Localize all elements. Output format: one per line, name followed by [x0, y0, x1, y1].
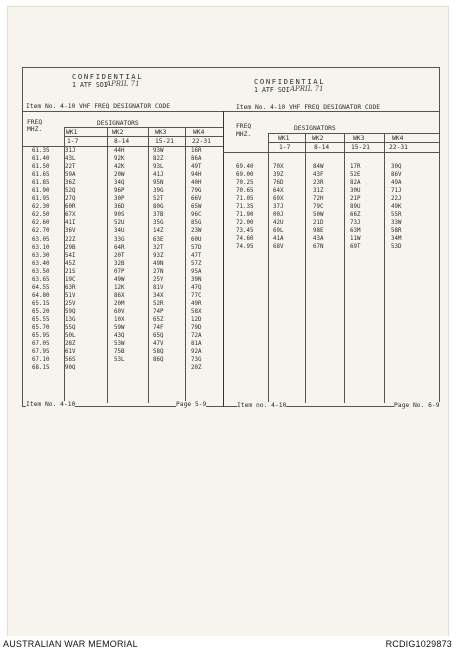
- left-freq-cell: 67.10: [32, 357, 50, 364]
- left-wk4-cell: 72A: [191, 333, 202, 340]
- left-wk2-cell: 34U: [114, 228, 125, 235]
- left-wk3-cell: 14Z: [153, 228, 164, 235]
- right-freq-label: FREQ: [236, 123, 252, 130]
- right-freq-cell: 71.90: [236, 212, 254, 219]
- right-wk2-cell: 98E: [313, 228, 324, 235]
- left-wk2-cell: 92K: [114, 156, 125, 163]
- left-wk1-cell: 59A: [65, 172, 76, 179]
- left-wk3-cell: 93W: [153, 148, 164, 154]
- left-freq-cell: 63.30: [32, 252, 50, 259]
- right-wk3-cell: 89U: [350, 204, 361, 211]
- left-wk4-cell: 39N: [191, 276, 202, 283]
- left-freq-cell: 62.50: [32, 212, 50, 219]
- left-col-sep-3: [148, 127, 149, 403]
- left-freq-cell: 63.65: [32, 276, 50, 283]
- right-col-sep-1: [268, 133, 269, 403]
- right-wk3-cell: 11W: [350, 236, 361, 243]
- right-mhz-label: MHZ.: [236, 131, 252, 138]
- right-wk4: WK4: [392, 135, 404, 142]
- left-freq-cell: 63.50: [32, 268, 50, 275]
- right-freq-cell: 74.60: [236, 236, 254, 243]
- left-wk3-cell: 27N: [153, 268, 164, 275]
- right-wk3-cell: 21P: [350, 196, 361, 203]
- left-classification: CONFIDENTIAL: [72, 72, 144, 81]
- right-wk1: WK1: [278, 135, 290, 142]
- left-range4: 22-31: [192, 138, 211, 145]
- left-wk3-cell: 25Y: [153, 276, 164, 283]
- left-wk3-cell: 63E: [153, 236, 164, 243]
- left-wk1-cell: 22T: [65, 164, 76, 171]
- left-mhz-label: MHZ.: [27, 126, 43, 133]
- left-wk4: WK4: [193, 129, 205, 136]
- right-wk1-cell: 76D: [273, 180, 284, 187]
- left-wk2-cell: 30P: [114, 196, 125, 203]
- left-wk3-cell: 82Z: [153, 156, 164, 163]
- left-wk1-cell: 36V: [65, 228, 76, 235]
- right-freq-cell: 71.35: [236, 204, 254, 211]
- top-border: [22, 67, 440, 68]
- left-wk4-cell: 79D: [191, 325, 202, 332]
- left-wk2-cell: 59W: [114, 325, 125, 332]
- right-wk4-cell: 55R: [391, 212, 402, 219]
- left-freq-cell: 61.35: [32, 148, 50, 154]
- left-wk2-cell: 52U: [114, 220, 125, 227]
- right-freq-cell: 69.00: [236, 172, 254, 179]
- right-wk4-cell: 86V: [391, 172, 402, 179]
- left-wk4-cell: 81A: [191, 341, 202, 348]
- archive-reference: RCDIG1029873: [385, 639, 452, 649]
- right-wk2-cell: 50W: [313, 212, 324, 219]
- left-freq-cell: 61.95: [32, 196, 50, 203]
- left-wk2-cell: 53L: [114, 357, 125, 364]
- left-wk3-cell: 32T: [153, 244, 164, 251]
- left-wk2: WK2: [112, 129, 124, 136]
- left-wk3-cell: 81V: [153, 284, 164, 291]
- left-week-rule: [64, 136, 223, 137]
- left-wk2-cell: 43Q: [114, 333, 125, 340]
- left-wk2-cell: 20M: [114, 300, 125, 307]
- left-wk4-cell: 85G: [191, 220, 202, 227]
- archive-footer: [0, 636, 456, 654]
- left-wk3-cell: 35G: [153, 220, 164, 227]
- left-freq-cell: 62.30: [32, 204, 50, 211]
- left-wk4-cell: 57D: [191, 244, 202, 251]
- left-wk2-cell: 33G: [114, 236, 125, 243]
- right-freq-cell: 71.05: [236, 196, 254, 203]
- left-wk2-cell: 10X: [114, 316, 125, 323]
- left-wk2-cell: 07P: [114, 268, 125, 275]
- right-wk1-cell: 42U: [273, 220, 284, 227]
- right-col-sep-3: [344, 133, 345, 403]
- right-range2: 8-14: [314, 144, 330, 151]
- left-wk1-cell: 28Z: [65, 341, 76, 348]
- left-freq-cell: 62.60: [32, 220, 50, 227]
- right-wk1-cell: 69X: [273, 196, 284, 203]
- right-designators-label: DESIGNATORS: [294, 125, 336, 132]
- left-wk1-cell: 61V: [65, 349, 76, 356]
- left-wk1-cell: 36Z: [65, 180, 76, 187]
- right-wk1-cell: 64X: [273, 188, 284, 195]
- left-wk2-cell: 36D: [114, 204, 125, 211]
- left-wk1-cell: 22Z: [65, 236, 76, 243]
- right-freq-cell: 72.00: [236, 220, 254, 227]
- left-wk2-cell: 86X: [114, 292, 125, 299]
- right-wk3-cell: 73J: [350, 220, 361, 227]
- left-wk1-cell: 60R: [65, 204, 76, 211]
- left-wk4-cell: 16R: [191, 148, 202, 154]
- right-col-sep-4: [384, 133, 385, 403]
- right-wk2-cell: 23R: [313, 180, 324, 187]
- left-freq-cell: 61.40: [32, 156, 50, 163]
- left-wk3-cell: 52T: [153, 196, 164, 203]
- left-wk4-cell: 23W: [191, 228, 202, 235]
- right-border: [439, 67, 440, 407]
- right-wk1-cell: 68V: [273, 244, 284, 251]
- right-wk4-cell: 49K: [391, 204, 402, 211]
- right-wk4-cell: 58R: [391, 228, 402, 235]
- left-designator-rule: [64, 127, 223, 128]
- left-wk2-cell: 75B: [114, 349, 125, 356]
- left-wk3-cell: 41J: [153, 172, 164, 179]
- left-freq-cell: 67.05: [32, 341, 50, 348]
- left-wk3-cell: 74F: [153, 325, 164, 332]
- left-wk4-cell: 66V: [191, 196, 202, 203]
- left-wk4-cell: 86A: [191, 156, 202, 163]
- left-freq-cell: 61.50: [32, 164, 50, 171]
- left-wk2-cell: 20W: [114, 172, 125, 179]
- right-wk3-cell: 66Z: [350, 212, 361, 219]
- left-border: [22, 67, 23, 407]
- right-classification: CONFIDENTIAL: [254, 77, 326, 86]
- right-wk2-cell: 43A: [313, 236, 324, 243]
- left-range1: 1-7: [67, 138, 79, 145]
- left-freq-cell: 61.90: [32, 188, 50, 195]
- right-wk4-column: [391, 163, 401, 252]
- left-wk2-cell: 32B: [114, 260, 125, 267]
- right-wk2: WK2: [312, 135, 324, 142]
- left-wk2-cell: 12K: [114, 284, 125, 291]
- right-handwritten-date: APRIL 71: [290, 85, 324, 93]
- right-wk1-cell: 70X: [273, 164, 284, 170]
- left-wk3-cell: 52R: [153, 300, 164, 307]
- right-range4: 22-31: [389, 144, 408, 151]
- right-week-rule: [268, 142, 440, 143]
- left-freq-cell: 67.95: [32, 349, 50, 356]
- right-footer-page: Page No. 6-9: [394, 402, 440, 409]
- left-wk4-cell: 49R: [191, 300, 202, 307]
- right-wk2-cell: 21D: [313, 220, 324, 227]
- left-wk4-cell: 77C: [191, 292, 202, 299]
- left-wk4-cell: 47T: [191, 252, 202, 259]
- right-wk2-column: [313, 163, 323, 252]
- right-wk2-cell: 67N: [313, 244, 324, 251]
- left-wk4-cell: 60U: [191, 236, 202, 243]
- right-wk4-cell: 34M: [391, 236, 402, 243]
- left-wk1-cell: 19C: [65, 276, 76, 283]
- left-wk2-cell: 60V: [114, 308, 125, 315]
- right-wk3: WK3: [353, 135, 365, 142]
- left-wk4-column: [191, 147, 201, 372]
- left-freq-cell: 65.95: [32, 333, 50, 340]
- right-wk2-cell: 79C: [313, 204, 324, 211]
- left-range3: 15-21: [155, 138, 174, 145]
- right-freq-cell: 73.45: [236, 228, 254, 235]
- right-range1: 1-7: [279, 144, 291, 151]
- right-soi-ref: 1 ATF SOI: [254, 86, 290, 94]
- right-wk4-cell: 71J: [391, 188, 402, 195]
- left-wk3-cell: 34X: [153, 292, 164, 299]
- right-wk4-cell: 53D: [391, 244, 402, 251]
- left-designators-label: DESIGNATORS: [97, 120, 139, 127]
- left-wk2-cell: 64R: [114, 244, 125, 251]
- right-freq-cell: 69.40: [236, 164, 254, 170]
- left-wk2-cell: [114, 364, 124, 372]
- left-wk4-cell: 94H: [191, 172, 202, 179]
- left-wk3-cell: [153, 364, 163, 372]
- left-wk1-cell: 67X: [65, 212, 76, 219]
- left-freq-cell: 64.55: [32, 284, 50, 291]
- right-wk3-cell: 30U: [350, 188, 361, 195]
- left-wk2-cell: 96P: [114, 188, 125, 195]
- left-wk1-cell: 54I: [65, 252, 76, 259]
- left-wk3-cell: 65Z: [153, 316, 164, 323]
- left-wk3-cell: 80G: [153, 204, 164, 211]
- right-wk2-cell: 31Z: [313, 188, 324, 195]
- left-col-sep-2: [107, 127, 108, 403]
- right-wk1-cell: 39Z: [273, 172, 284, 179]
- right-wk2-cell: 43F: [313, 172, 324, 179]
- left-wk2-cell: 34Q: [114, 180, 125, 187]
- right-wk3-cell: 17R: [350, 164, 361, 170]
- left-wk4-cell: 49T: [191, 164, 202, 171]
- left-wk3-cell: 93L: [153, 164, 164, 171]
- left-freq-cell: 65.15: [32, 300, 50, 307]
- left-wk1-cell: 63R: [65, 284, 76, 291]
- title-rule: [22, 111, 440, 112]
- left-wk2-cell: 53W: [114, 341, 125, 348]
- left-wk1-cell: 41I: [65, 220, 76, 227]
- left-range2: 8-14: [114, 138, 130, 145]
- left-wk4-cell: 12D: [191, 316, 202, 323]
- left-wk2-cell: 20T: [114, 252, 125, 259]
- right-wk3-cell: 82A: [350, 180, 361, 187]
- left-wk1-cell: 52Q: [65, 188, 76, 195]
- right-wk2-cell: 84W: [313, 164, 324, 170]
- right-wk4-cell: 33W: [391, 220, 402, 227]
- left-wk1-cell: 25V: [65, 300, 76, 307]
- left-wk1-cell: 90Q: [65, 365, 76, 372]
- left-wk4-cell: 57Z: [191, 260, 202, 267]
- archive-caption: AUSTRALIAN WAR MEMORIAL: [3, 639, 138, 649]
- left-freq-column: [32, 147, 49, 372]
- left-wk1-cell: 27Q: [65, 196, 76, 203]
- right-freq-column: [236, 163, 253, 252]
- right-designator-rule: [268, 133, 440, 134]
- right-header-rule: [223, 152, 440, 153]
- left-freq-cell: 68.15: [32, 365, 50, 372]
- left-soi-ref: 1 ATF SOI: [72, 81, 108, 89]
- left-freq-cell: 63.40: [32, 260, 50, 267]
- right-freq-cell: 70.25: [236, 180, 254, 187]
- left-wk3-column: [153, 147, 163, 372]
- left-wk3: WK3: [155, 129, 167, 136]
- left-freq-cell: 64.80: [32, 292, 50, 299]
- left-wk1: WK1: [66, 129, 78, 136]
- left-wk1-cell: 21S: [65, 268, 76, 275]
- left-wk4-cell: 47Q: [191, 284, 202, 291]
- right-wk2-cell: 72H: [313, 196, 324, 203]
- right-wk3-column: [350, 163, 360, 252]
- right-wk1-cell: 37J: [273, 204, 284, 211]
- right-wk1-cell: 00J: [273, 212, 284, 219]
- right-footer-item: Item no. 4-10: [237, 402, 287, 409]
- bottom-border: [22, 406, 440, 407]
- left-wk4-cell: 40H: [191, 180, 202, 187]
- left-wk1-cell: 29B: [65, 244, 76, 251]
- left-wk3-cell: 74P: [153, 308, 164, 315]
- right-wk3-cell: 63M: [350, 228, 361, 235]
- left-wk1-cell: 51V: [65, 292, 76, 299]
- left-wk3-cell: 93Z: [153, 252, 164, 259]
- left-wk2-cell: 44H: [114, 148, 125, 154]
- left-wk2-cell: 49W: [114, 276, 125, 283]
- left-wk3-cell: 65Q: [153, 333, 164, 340]
- left-freq-cell: 62.70: [32, 228, 50, 235]
- left-wk1-cell: 55Q: [65, 325, 76, 332]
- right-freq-cell: 70.65: [236, 188, 254, 195]
- right-wk4-cell: 30Q: [391, 164, 402, 170]
- left-wk4-cell: 79G: [191, 188, 202, 195]
- right-col-sep-2: [305, 133, 306, 403]
- right-item-title: Item No. 4-10 VHF FREQ DESIGNATOR CODE: [236, 104, 381, 111]
- right-wk1-column: [273, 163, 283, 252]
- right-freq-cell: 74.95: [236, 244, 254, 251]
- left-wk2-cell: 90S: [114, 212, 125, 219]
- left-wk1-cell: 43L: [65, 156, 76, 163]
- left-wk1-cell: 59Q: [65, 308, 76, 315]
- left-wk1-cell: 45Z: [65, 260, 76, 267]
- left-freq-cell: 61.85: [32, 180, 50, 187]
- left-footer-item: Item No. 4-10: [26, 401, 76, 408]
- left-freq-cell: 65.20: [32, 308, 50, 315]
- left-footer-page: Page 5-9: [176, 401, 207, 408]
- left-wk3-cell: 49N: [153, 260, 164, 267]
- left-wk2-cell: 42K: [114, 164, 125, 171]
- left-wk1-cell: 13G: [65, 316, 76, 323]
- left-wk1-column: [65, 147, 75, 372]
- left-wk4-cell: 73G: [191, 357, 202, 364]
- right-wk1-cell: 69L: [273, 228, 284, 235]
- left-item-title: Item No. 4-10 VHF FREQ DESIGNATOR CODE: [26, 103, 171, 110]
- left-wk2-column: [114, 147, 124, 372]
- left-freq-cell: 63.05: [32, 236, 50, 243]
- right-wk1-cell: 41A: [273, 236, 284, 243]
- left-wk3-cell: 39G: [153, 188, 164, 195]
- left-freq-cell: 65.55: [32, 316, 50, 323]
- left-wk4-cell: 58X: [191, 308, 202, 315]
- right-wk4-cell: 22J: [391, 196, 402, 203]
- left-wk3-cell: 86Q: [153, 357, 164, 364]
- left-wk3-cell: 37B: [153, 212, 164, 219]
- left-wk1-cell: 56S: [65, 357, 76, 364]
- right-range3: 15-21: [351, 144, 370, 151]
- frequency-designator-form: [22, 67, 440, 407]
- left-wk4-cell: 95A: [191, 268, 202, 275]
- left-freq-cell: 65.70: [32, 325, 50, 332]
- left-wk4-cell: 92A: [191, 349, 202, 356]
- left-wk4-cell: 65W: [191, 204, 202, 211]
- center-divider: [223, 111, 224, 407]
- left-wk3-cell: 47V: [153, 341, 164, 348]
- left-handwritten-date: APRIL 71: [106, 80, 140, 88]
- right-wk3-cell: 69T: [350, 244, 361, 251]
- left-wk3-cell: 58Q: [153, 349, 164, 356]
- left-wk1-cell: 31J: [65, 148, 76, 154]
- left-wk4-cell: 20Z: [191, 365, 202, 372]
- left-freq-cell: 63.10: [32, 244, 50, 251]
- left-wk4-cell: 96C: [191, 212, 202, 219]
- left-wk3-cell: 95N: [153, 180, 164, 187]
- right-wk3-cell: 52E: [350, 172, 361, 179]
- left-freq-cell: 61.65: [32, 172, 50, 179]
- left-freq-label: FREQ: [27, 119, 43, 126]
- left-col-sep-4: [185, 127, 186, 403]
- right-wk4-cell: 49A: [391, 180, 402, 187]
- left-wk1-cell: 50L: [65, 333, 76, 340]
